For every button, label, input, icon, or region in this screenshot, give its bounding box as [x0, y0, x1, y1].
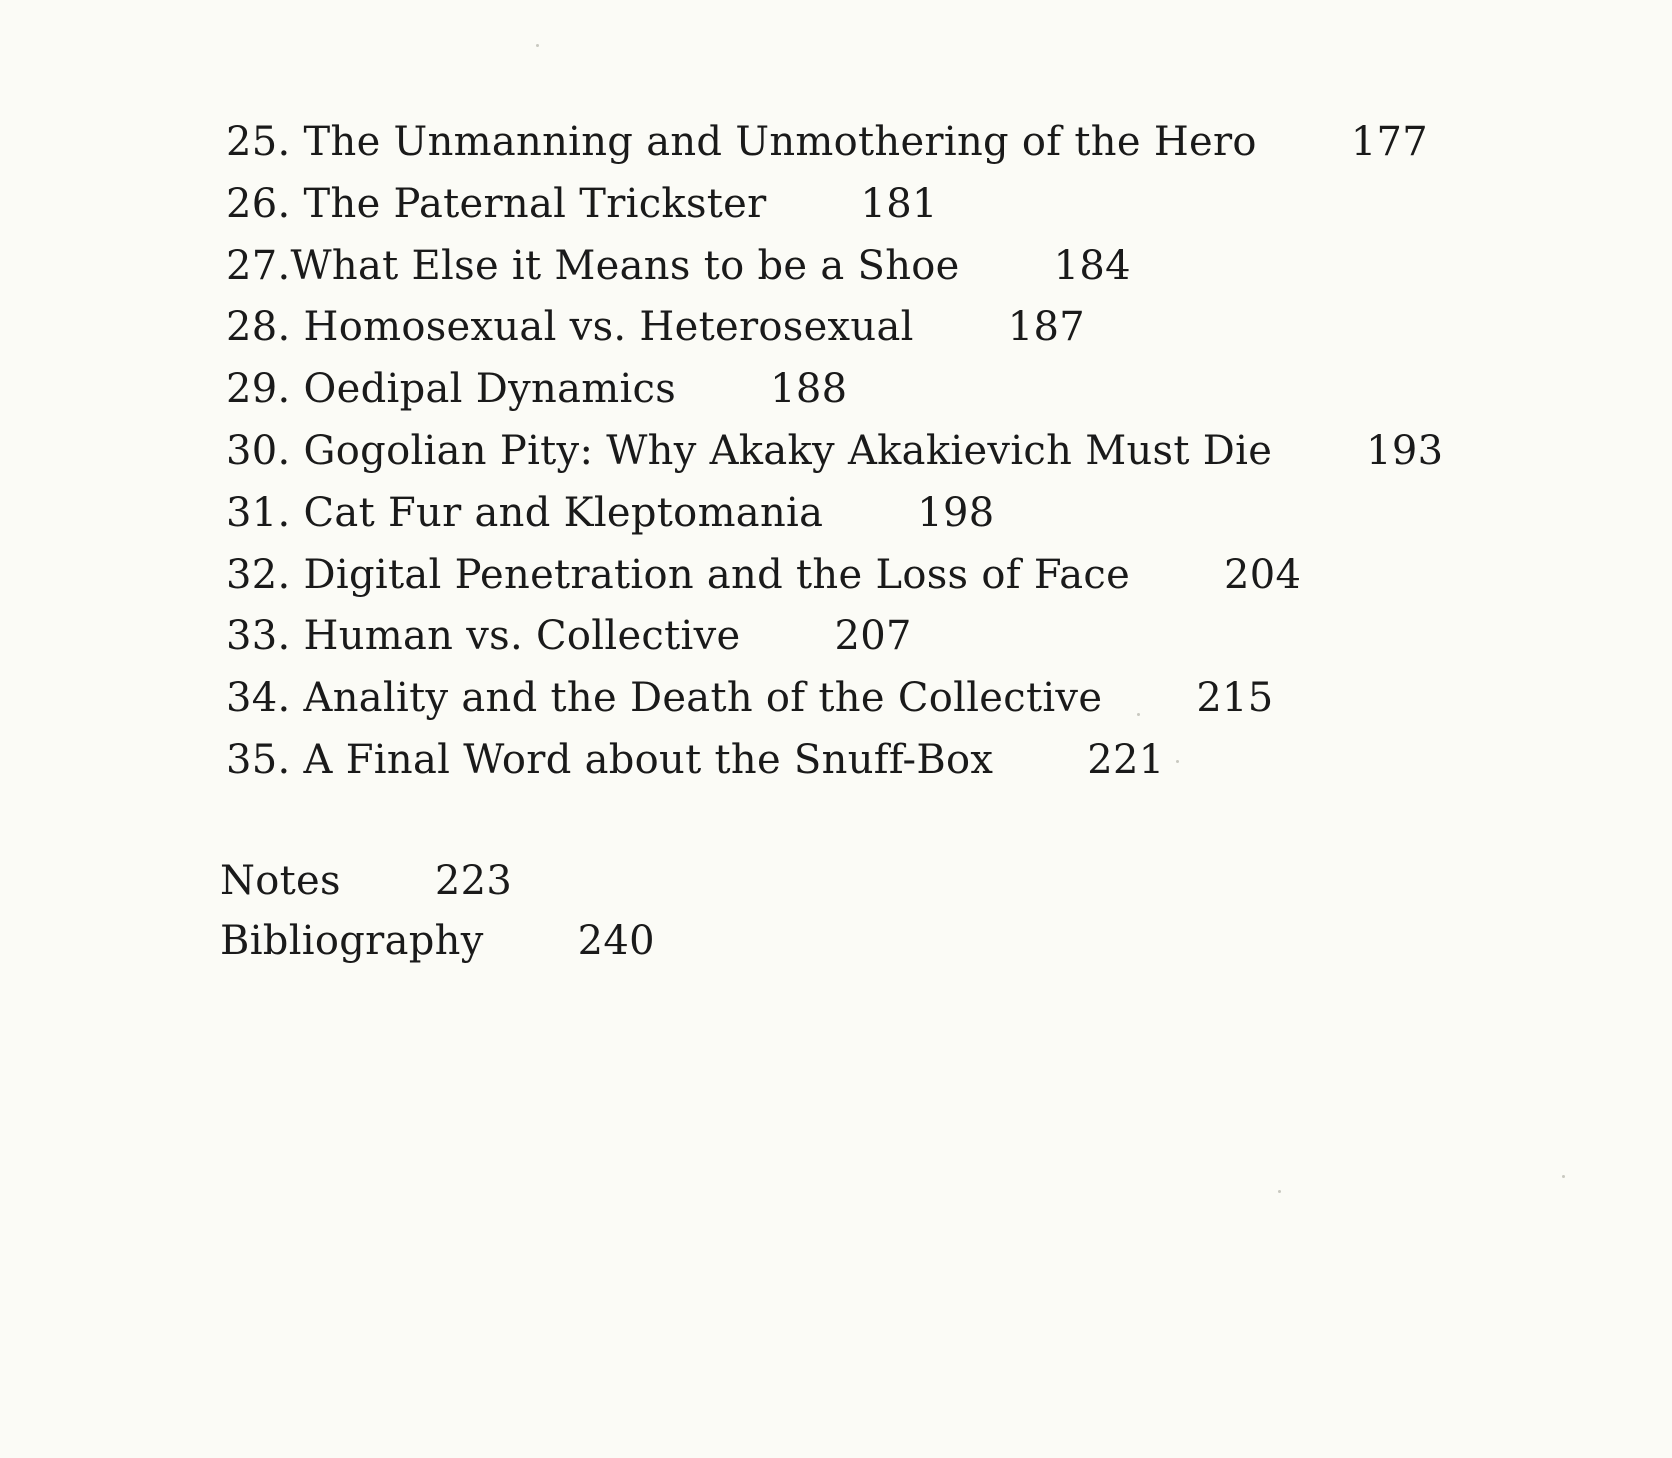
entry-number: 31. [226, 489, 291, 536]
entry-title: Human vs. Collective [303, 613, 741, 660]
entry-title: What Else it Means to be a Shoe [290, 242, 960, 289]
entry-page: 204 [1224, 551, 1302, 598]
paper-speck [536, 44, 539, 47]
entry-title: The Paternal Trickster [303, 180, 767, 227]
entry-page: 188 [770, 366, 848, 413]
entry-title: Bibliography [220, 918, 484, 964]
entry-title: Oedipal Dynamics [303, 366, 677, 413]
toc-entry-35 [226, 730, 1526, 792]
entry-number: 35. [226, 736, 291, 783]
entry-page: 240 [577, 918, 655, 964]
entry-page: 177 [1350, 119, 1429, 165]
back-matter [220, 851, 655, 971]
toc-entry-26 [226, 174, 1526, 236]
paper-speck [1137, 713, 1140, 716]
toc-entry-33 [226, 606, 1526, 668]
toc-entry-29 [226, 359, 1526, 421]
entry-page: 223 [434, 858, 513, 904]
entry-number: 28. [226, 304, 291, 351]
back-matter-notes [220, 851, 655, 911]
entry-number: 26. [226, 180, 291, 227]
paper-speck [1562, 1175, 1565, 1178]
entry-title: Anality and the Death of the Collective [303, 675, 1103, 722]
entry-number: 32. [226, 551, 291, 598]
entry-page: 184 [1053, 242, 1131, 289]
entry-title: Digital Penetration and the Loss of Face [303, 551, 1131, 598]
entry-page: 193 [1366, 427, 1444, 474]
entry-number: 27. [226, 242, 291, 289]
table-of-contents [226, 112, 1526, 792]
entry-page: 187 [1007, 304, 1085, 351]
entry-page: 198 [917, 489, 995, 536]
paper-speck [1278, 1190, 1281, 1193]
entry-number: 25. [226, 119, 291, 165]
entry-title: Gogolian Pity: Why Akaky Akakievich Must Die [303, 427, 1273, 474]
toc-entry-34 [226, 668, 1526, 730]
entry-number: 33. [226, 613, 291, 660]
toc-entry-30 [226, 421, 1526, 483]
paper-speck [1176, 760, 1179, 763]
toc-entry-31 [226, 483, 1526, 545]
entry-page: 181 [860, 180, 938, 227]
entry-title: The Unmanning and Unmothering of the Hero [303, 119, 1257, 165]
entry-page: 221 [1087, 736, 1165, 783]
toc-entry-25 [226, 112, 1526, 174]
toc-entry-27 [226, 236, 1526, 298]
back-matter-bibliography [220, 911, 655, 971]
entry-title: Homosexual vs. Heterosexual [303, 304, 914, 351]
entry-number: 34. [226, 675, 291, 722]
toc-entry-28 [226, 297, 1526, 359]
entry-title: Cat Fur and Kleptomania [303, 489, 824, 536]
entry-title: Notes [220, 858, 341, 904]
entry-page: 215 [1196, 675, 1274, 722]
entry-title: A Final Word about the Snuff-Box [303, 736, 994, 783]
entry-number: 29. [226, 366, 291, 413]
entry-number: 30. [226, 427, 291, 474]
entry-page: 207 [834, 613, 912, 660]
toc-entry-32 [226, 545, 1526, 607]
